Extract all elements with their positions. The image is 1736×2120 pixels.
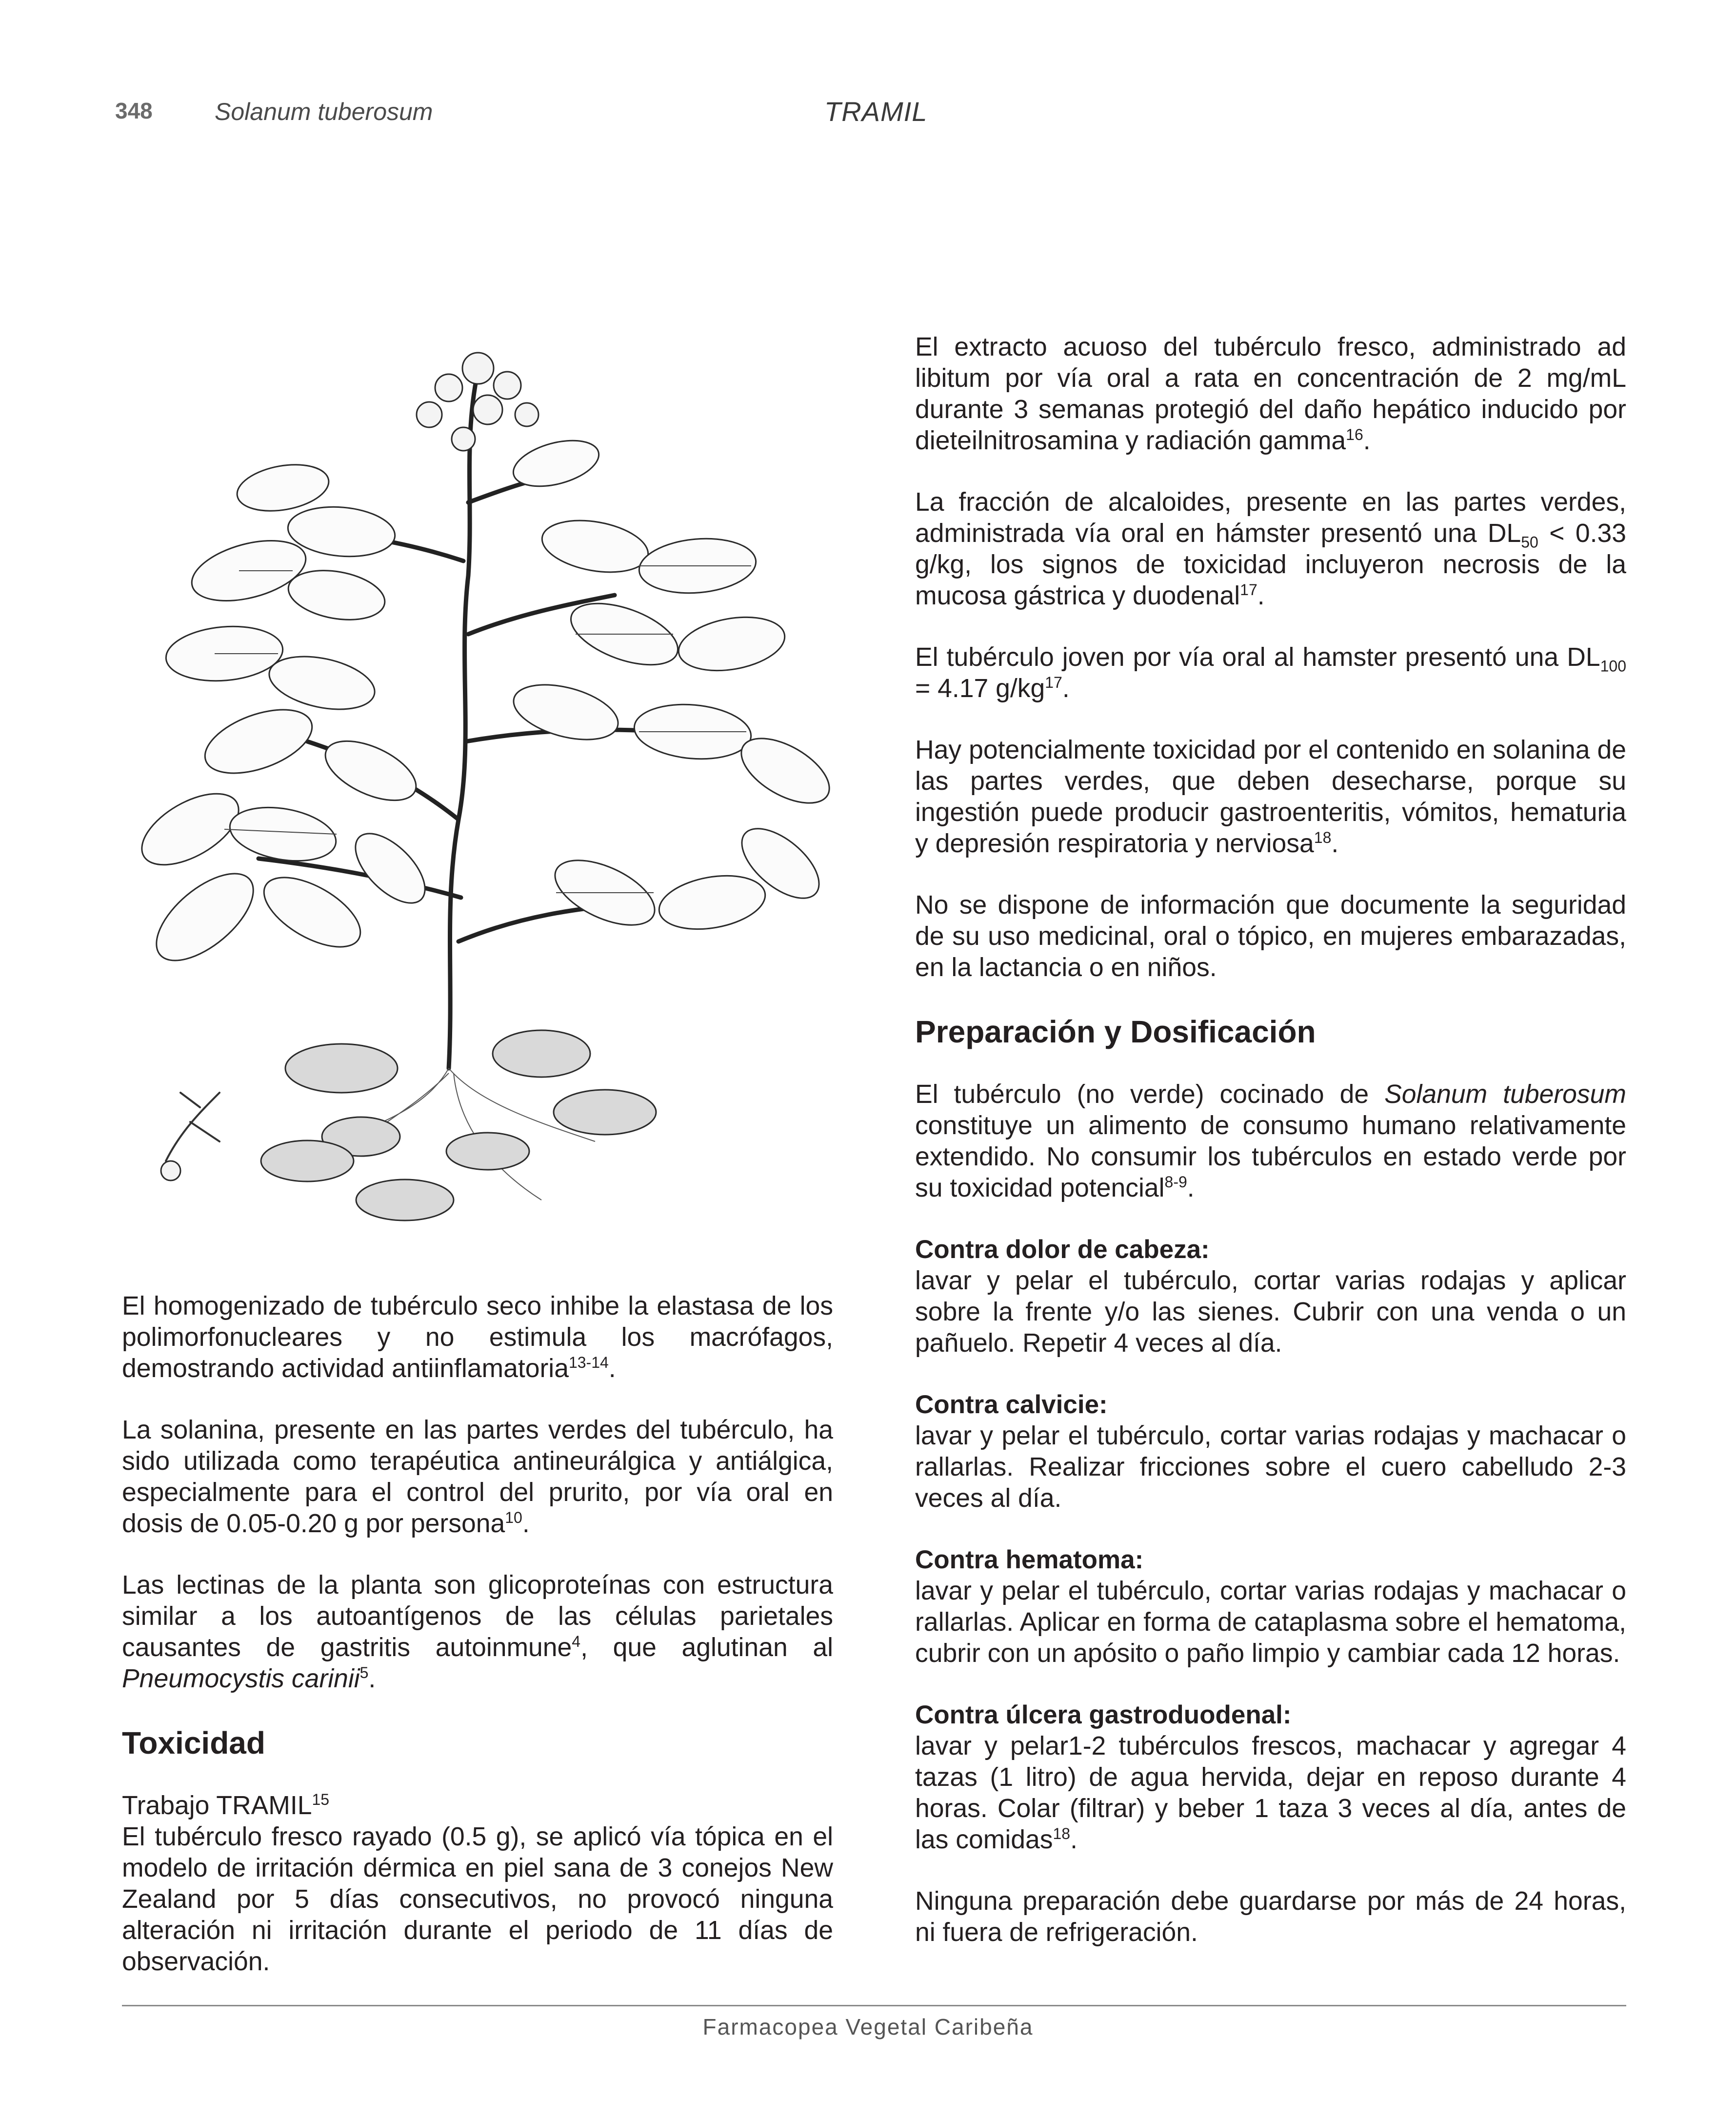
running-species-name: Solanum tuberosum — [215, 98, 433, 125]
paragraph-lectinas: Las lectinas de la planta son glicoproteínas con estructura similar a los autoantígenos de las células parietales causantes de gastritis autoinmune$^4$, que aglutinan al Pneumocystis carinii$^5$. — [122, 1571, 833, 1693]
page-number: 348 — [115, 98, 153, 123]
dolor-cabeza-heading: Contra dolor de cabeza: — [915, 1235, 1210, 1264]
paragraph-trabajo-tramil: El tubérculo fresco rayado (0.5 g), se aplicó vía tópica en el modelo de irritación dérmica en piel sana de 3 conejos New Zealand por 5 días consecutivos, no provocó ninguna alteración ni irritación durante el periodo de 11 días de observación. — [122, 1822, 833, 1976]
ulcera-heading: Contra úlcera gastroduodenal: — [915, 1700, 1292, 1729]
running-title: TRAMIL — [824, 96, 928, 127]
paragraph-alcaloides: La fracción de alcaloides, presente en las partes verdes, administrada vía oral en hámster presentó una $DL_{50} < 0.33$ g/kg, los signos de toxicidad incluyeron necrosis de la mucosa gástrica y duodenal$^{17}$. — [915, 488, 1626, 610]
preparacion-heading: Preparación y Dosificación — [915, 1014, 1316, 1049]
hematoma-heading: Contra hematoma: — [915, 1545, 1144, 1574]
potato-plant-illustration — [137, 341, 844, 1224]
trabajo-tramil-label: Trabajo TRAMIL$^{15}$ — [122, 1791, 330, 1820]
right-column — [915, 332, 1626, 1979]
calvicie-text: lavar y pelar el tubérculo, cortar varias rodajas y machacar o rallarlas. Realizar fricciones sobre el cuero cabelludo 2-3 veces al día. — [915, 1421, 1626, 1513]
paragraph-solanina-toxicidad: Hay potencialmente toxicidad por el contenido en solanina de las partes verdes, que deben desecharse, porque su ingestión puede producir gastroenteritis, vómitos, hematuria y depresión respiratoria y nerviosa$^{18}$. — [915, 736, 1626, 858]
left-column — [122, 1291, 833, 2008]
paragraph-seguridad: No se dispone de información que documente la seguridad de su uso medicinal, oral o tópico, en mujeres embarazadas, en la lactancia o en niños. — [915, 891, 1626, 982]
footer-title: Farmacopea Vegetal Caribeña — [702, 2014, 1034, 2040]
footer-divider — [122, 2005, 1626, 2006]
paragraph-consumo: El tubérculo (no verde) cocinado de Solanum tuberosum constituye un alimento de consumo humano relativamente extendido. No consumir los tubérculos en estado verde por su toxicidad potencial$^{8-9}$. — [915, 1080, 1626, 1202]
hematoma-text: lavar y pelar el tubérculo, cortar varias rodajas y machacar o rallarlas. Aplicar en forma de cataplasma sobre el hematoma, cubrir con un apósito o paño limpio y cambiar cada 12 horas. — [915, 1577, 1626, 1668]
paragraph-extracto-acuoso: El extracto acuoso del tubérculo fresco, administrado ad libitum por vía oral a rata en concentración de 2 mg/mL durante 3 semanas protegió del daño hepático inducido por dieteilnitrosamina y radiación gamma$^{16}$. — [915, 333, 1626, 455]
paragraph-conservacion: Ninguna preparación debe guardarse por más de 24 horas, ni fuera de refrigeración. — [915, 1887, 1626, 1947]
paragraph-elastasa: El homogenizado de tubérculo seco inhibe la elastasa de los polimorfonucleares y no estimula los macrófagos, demostrando actividad antiinflamatoria$^{13-14}$. — [122, 1292, 833, 1383]
toxicidad-heading: Toxicidad — [122, 1725, 265, 1760]
dolor-cabeza-text: lavar y pelar el tubérculo, cortar varias rodajas y aplicar sobre la frente y/o las sienes. Cubrir con una venda o un pañuelo. Repetir 4 veces al día. — [915, 1266, 1626, 1358]
paragraph-solanina: La solanina, presente en las partes verdes del tubérculo, ha sido utilizada como terapéutica antineurálgica y antiálgica, especialmente para el control del prurito, por vía oral en dosis de 0.05-0.20 g por persona$^{10}$. — [122, 1416, 833, 1538]
calvicie-heading: Contra calvicie: — [915, 1390, 1108, 1419]
paragraph-tuberculo-joven: El tubérculo joven por vía oral al hamster presentó una $DL_{100} = 4.17$ $g/kg^{17}$. — [915, 643, 1626, 703]
ulcera-text: lavar y pelar1-2 tubérculos frescos, machacar y agregar 4 tazas (1 litro) de agua hervida, dejar en reposo durante 4 horas. Colar (filtrar) y beber 1 taza 3 veces al día, antes de las comidas$^{18}$. — [915, 1732, 1626, 1854]
